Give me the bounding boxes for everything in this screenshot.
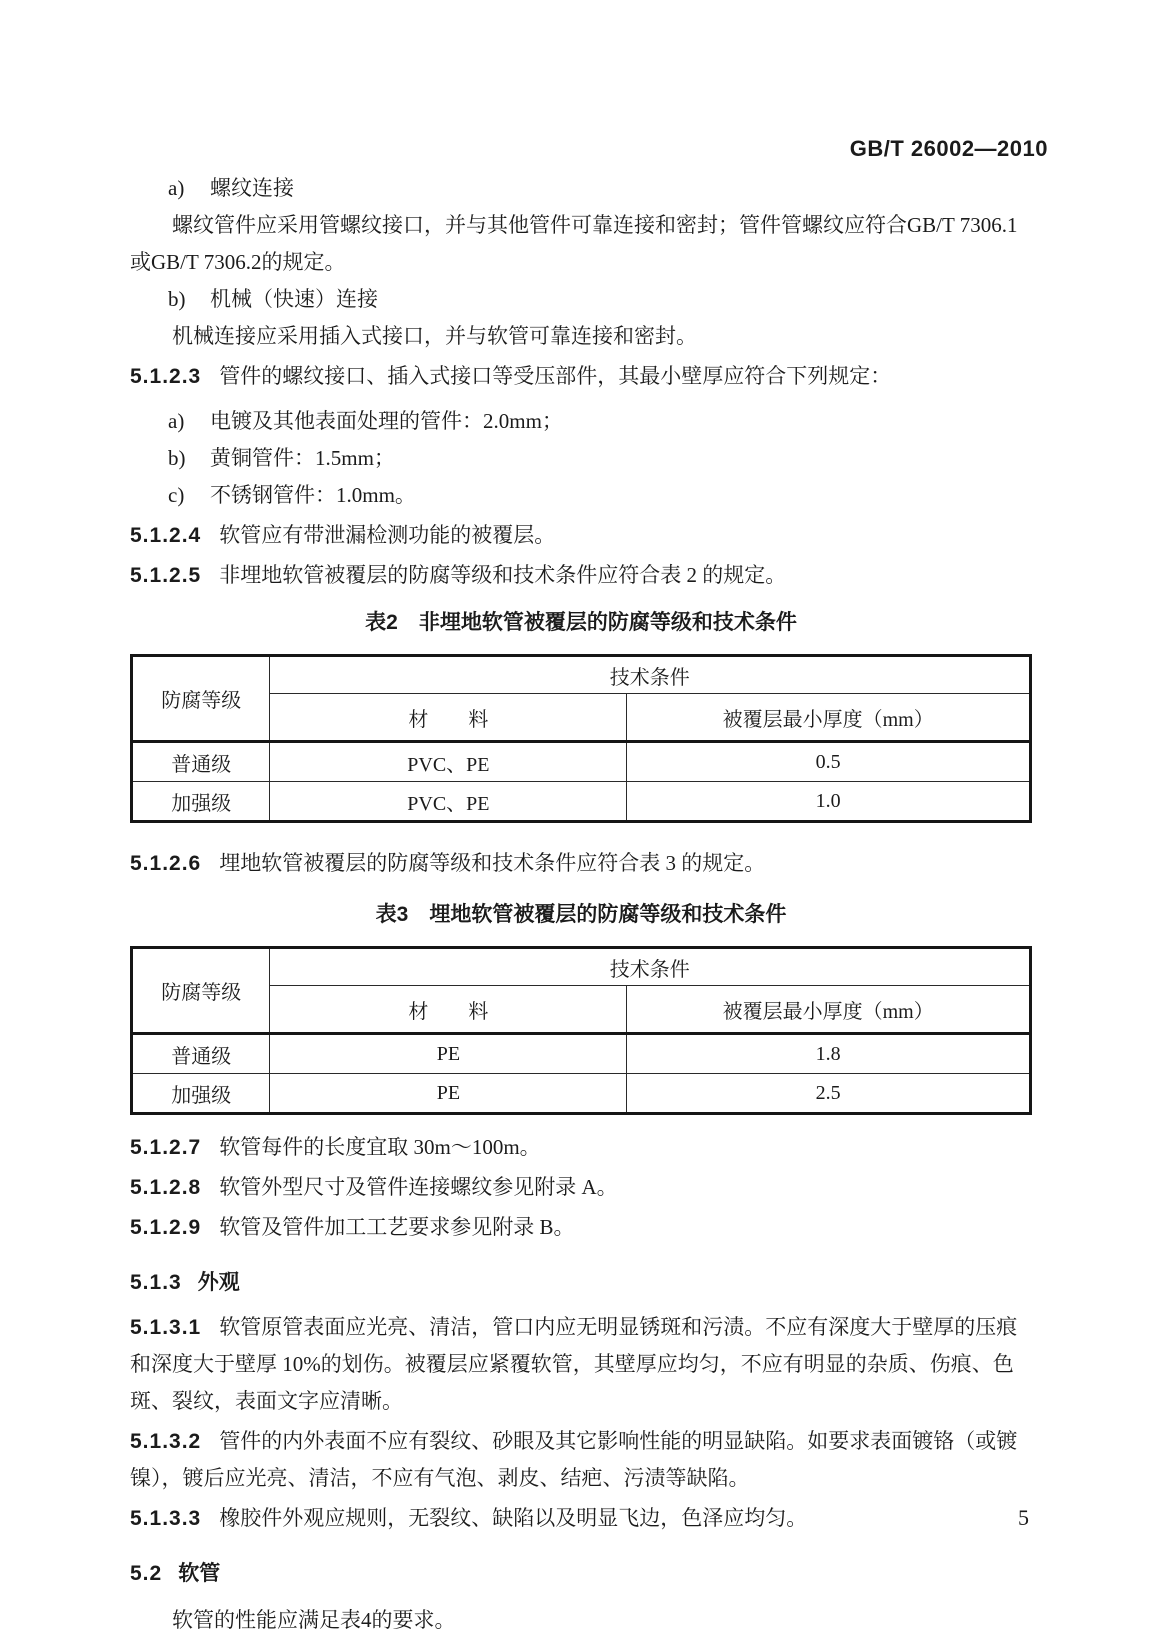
section-5-1-2-8	[130, 1169, 1032, 1206]
table-cell-thickness: 2.5	[627, 1074, 1031, 1114]
section-5-1-3-3	[130, 1500, 1032, 1537]
page-number: 5	[1018, 1505, 1029, 1530]
list-label: b)	[168, 287, 186, 311]
table-cell-grade: 加强级	[132, 1074, 270, 1114]
table-cell-grade: 加强级	[132, 782, 270, 822]
section-5-1-2-9	[130, 1209, 1032, 1246]
section-number: 5.1.2.6	[130, 852, 202, 875]
table-2-subheader-material: 材 料	[270, 694, 627, 742]
section-text: 软管及管件加工工艺要求参见附录 B。	[219, 1215, 575, 1239]
table-row	[132, 742, 1031, 782]
table-3-col1-header: 防腐等级	[132, 948, 270, 1034]
table-2-group-header: 技术条件	[270, 656, 1031, 694]
table-2-subheader-thickness: 被覆层最小厚度（mm）	[627, 694, 1031, 742]
section-5-1-2-5	[130, 557, 1032, 594]
section-number: 5.1.2.5	[130, 564, 202, 587]
list-text: 不锈钢管件：1.0mm。	[210, 483, 416, 507]
wall-thickness-item-a	[130, 403, 1032, 440]
paragraph-hose-performance: 软管的性能应满足表4的要求。	[172, 1608, 456, 1632]
table-2-col1-header: 防腐等级	[132, 656, 270, 742]
list-label: a)	[168, 176, 185, 200]
section-number: 5.1.3	[130, 1271, 182, 1294]
section-number: 5.2	[130, 1562, 163, 1585]
section-5-1-2-4	[130, 517, 1032, 554]
table-cell-material: PE	[270, 1074, 627, 1114]
page-content	[130, 170, 1032, 1639]
section-number: 5.1.3.3	[130, 1507, 202, 1530]
list-text: 电镀及其他表面处理的管件：2.0mm；	[210, 409, 563, 433]
wall-thickness-item-c	[130, 477, 1032, 514]
list-label: c)	[168, 483, 185, 507]
table-row	[132, 1074, 1031, 1114]
table-3-buried-hose	[130, 946, 1032, 1115]
standard-code-header: GB/T 26002—2010	[849, 136, 1048, 161]
section-text: 软管应有带泄漏检测功能的被覆层。	[219, 523, 556, 547]
section-text: 非埋地软管被覆层的防腐等级和技术条件应符合表 2 的规定。	[219, 563, 787, 587]
section-5-1-2-3	[130, 358, 1032, 395]
section-5-2-heading	[130, 1555, 1032, 1592]
section-5-1-3-1	[130, 1309, 1032, 1420]
section-text: 软管	[178, 1562, 221, 1585]
section-5-1-2-6	[130, 845, 1032, 882]
section-text: 橡胶件外观应规则，无裂纹、缺陷以及明显飞边，色泽应均匀。	[219, 1506, 808, 1530]
table-2-caption: 表2 非埋地软管被覆层的防腐等级和技术条件	[365, 611, 797, 634]
list-label: a)	[168, 409, 185, 433]
section-text: 软管原管表面应光亮、清洁，管口内应无明显锈斑和污渍。不应有深度大于壁厚的压痕和深度大于壁厚 10%的划伤。被覆层应紧覆软管，其壁厚应均匀，不应有明显的杂质、伤痕、色斑、裂纹，表面文字应清晰。	[130, 1315, 1018, 1413]
section-number: 5.1.2.8	[130, 1176, 202, 1199]
table-3-subheader-thickness: 被覆层最小厚度（mm）	[627, 986, 1031, 1034]
table-cell-grade: 普通级	[132, 1034, 270, 1074]
section-text: 埋地软管被覆层的防腐等级和技术条件应符合表 3 的规定。	[219, 851, 766, 875]
section-text: 外观	[197, 1271, 240, 1294]
table-row	[132, 782, 1031, 822]
table-cell-thickness: 1.8	[627, 1034, 1031, 1074]
list-text: 机械（快速）连接	[210, 287, 378, 311]
table-cell-material: PE	[270, 1034, 627, 1074]
paragraph-mechanical-requirements: 机械连接应采用插入式接口，并与软管可靠连接和密封。	[172, 324, 697, 348]
section-number: 5.1.2.7	[130, 1136, 202, 1159]
list-label: b)	[168, 446, 186, 470]
section-5-1-3-heading	[130, 1264, 1032, 1301]
table-2-non-buried-hose	[130, 654, 1032, 823]
section-number: 5.1.2.4	[130, 524, 202, 547]
section-text: 软管外型尺寸及管件连接螺纹参见附录 A。	[219, 1175, 618, 1199]
table-cell-grade: 普通级	[132, 742, 270, 782]
table-cell-material: PVC、PE	[270, 782, 627, 822]
list-item-b-mechanical-connection	[130, 281, 1032, 318]
section-5-1-2-7	[130, 1129, 1032, 1166]
table-row	[132, 1034, 1031, 1074]
wall-thickness-item-b	[130, 440, 1032, 477]
section-number: 5.1.2.3	[130, 365, 202, 388]
table-3-subheader-material: 材 料	[270, 986, 627, 1034]
table-cell-thickness: 1.0	[627, 782, 1031, 822]
section-number: 5.1.2.9	[130, 1216, 202, 1239]
section-number: 5.1.3.2	[130, 1430, 202, 1453]
paragraph-threaded-requirements: 螺纹管件应采用管螺纹接口，并与其他管件可靠连接和密封；管件管螺纹应符合GB/T 7306.1或GB/T 7306.2的规定。	[130, 213, 1018, 274]
section-text: 管件的内外表面不应有裂纹、砂眼及其它影响性能的明显缺陷。如要求表面镀铬（或镀镍），镀后应光亮、清洁，不应有气泡、剥皮、结疤、污渍等缺陷。	[130, 1429, 1018, 1490]
table-cell-material: PVC、PE	[270, 742, 627, 782]
table-3-group-header: 技术条件	[270, 948, 1031, 986]
section-text: 管件的螺纹接口、插入式接口等受压部件，其最小壁厚应符合下列规定：	[219, 364, 892, 388]
table-cell-thickness: 0.5	[627, 742, 1031, 782]
section-text: 软管每件的长度宜取 30m～100m。	[219, 1135, 541, 1159]
list-text: 螺纹连接	[210, 176, 294, 200]
section-number: 5.1.3.1	[130, 1316, 202, 1339]
table-3-caption: 表3 埋地软管被覆层的防腐等级和技术条件	[375, 903, 787, 926]
list-item-a-threaded-connection	[130, 170, 1032, 207]
section-5-1-3-2	[130, 1423, 1032, 1497]
list-text: 黄铜管件：1.5mm；	[210, 446, 395, 470]
